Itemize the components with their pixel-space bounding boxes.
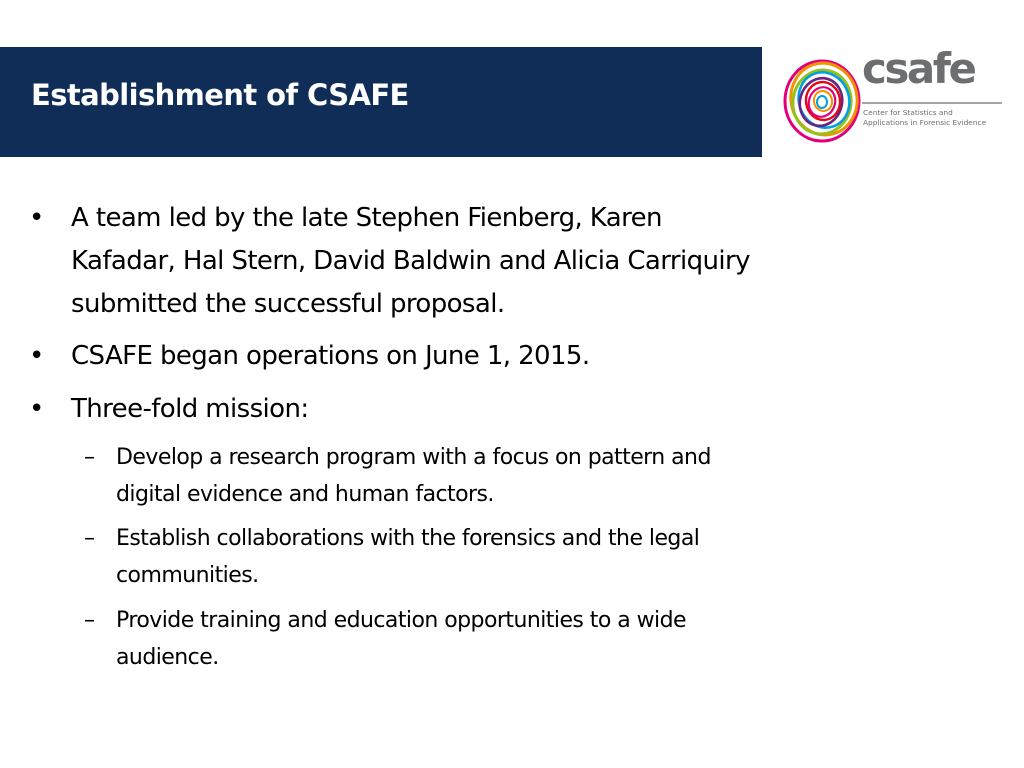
logo-wordmark: csafe [862,44,975,93]
sub-bullet-line: audience. [116,645,219,670]
bullet-marker: • [29,394,44,424]
logo-subtitle-line-2: Applications in Forensic Evidence [863,118,987,127]
sub-bullet-item [84,439,956,513]
bullet-marker: • [29,341,44,371]
bullet-line: Kafadar, Hal Stern, David Baldwin and Alicia Carriquiry [71,246,750,276]
sub-bullet-line: Develop a research program with a focus on pattern and [116,445,711,470]
bullet-marker: • [29,203,44,233]
sub-bullet-item [84,602,956,676]
sub-bullet-item [84,520,956,594]
sub-bullet-marker: – [84,526,95,551]
sub-bullet-marker: – [84,445,95,470]
bullet-item [29,388,971,431]
bullet-line: CSAFE began operations on June 1, 2015. [71,341,590,371]
sub-bullet-line: Provide training and education opportunities to a wide [116,608,686,633]
sub-bullet-line: Establish collaborations with the forensics and the legal [116,526,700,551]
bullet-line: Three-fold mission: [71,394,309,424]
bullet-line: submitted the successful proposal. [71,289,505,319]
bullet-item [29,335,971,378]
sub-bullet-line: digital evidence and human factors. [116,482,494,507]
bullet-item [29,197,971,326]
sub-bullet-marker: – [84,608,95,633]
sub-bullet-line: communities. [116,563,259,588]
slide-title: Establishment of CSAFE [31,78,409,112]
logo-subtitle-line-1: Center for Statistics and [863,108,953,117]
bullet-line: A team led by the late Stephen Fienberg, Karen [71,203,662,233]
